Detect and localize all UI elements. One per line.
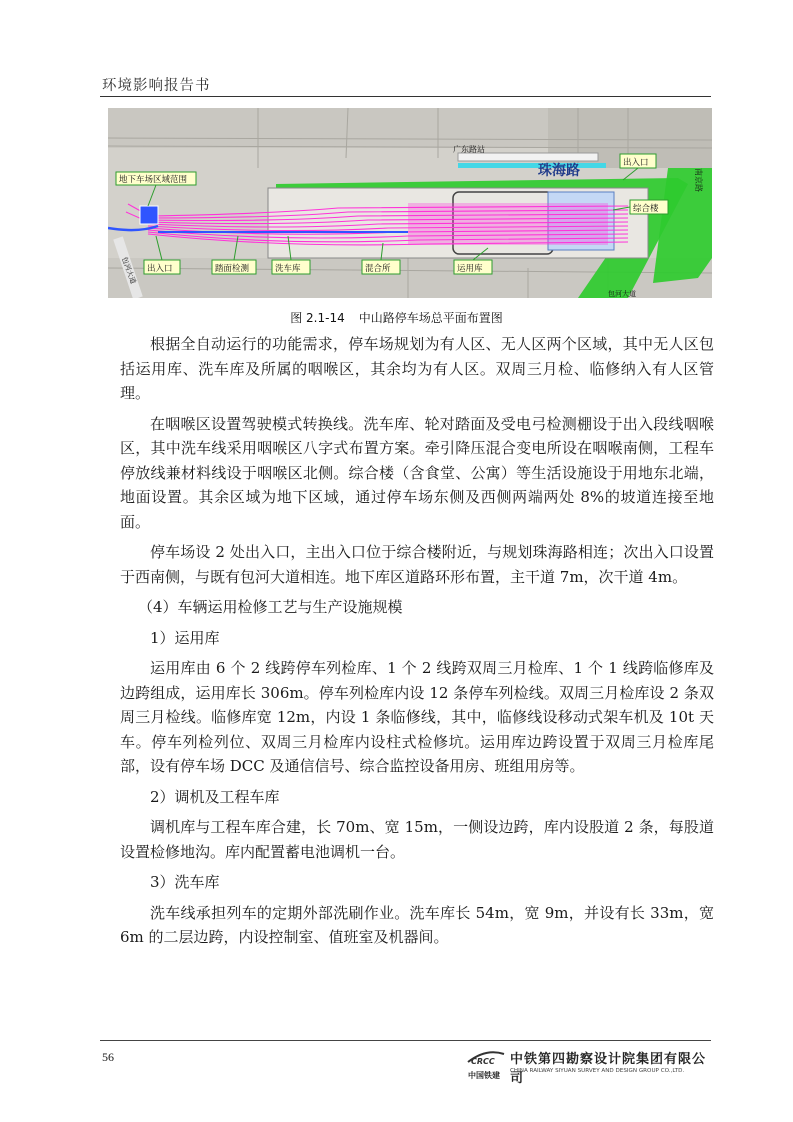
paragraph-entrances: 停车场设 2 处出入口，主出入口位于综合楼附近，与规划珠海路相连；次出入口设置于西南侧，与既有包河大道相连。地下库区道路环形布置，主干道 7m，次干道 4m。 xyxy=(120,543,714,586)
operation-depot-label: 运用库 xyxy=(457,264,483,274)
west-road-label: 包河大道 xyxy=(120,255,138,285)
station-platform xyxy=(458,153,598,161)
logo-caption: 中国铁建 xyxy=(468,1071,500,1080)
paragraph-wash: 洗车线承担列车的定期外部洗刷作业。洗车库长 54m，宽 9m，并设有长 33m，宽 6m 的二层边跨，内设控制室、值班室及机器间。 xyxy=(120,903,714,946)
company-footer xyxy=(466,1046,716,1086)
company-name-cn: 中铁第四勘察设计院集团有限公司 xyxy=(510,1052,707,1086)
subheading-shunting: 2）调机及工程车库 xyxy=(150,787,280,806)
wash-shed-label: 洗车库 xyxy=(275,264,301,274)
svg-text:CRCC: CRCC xyxy=(471,1057,495,1066)
zhuhai-road-label: 珠海路 xyxy=(538,163,580,179)
page-header-title: 环境影响报告书 xyxy=(102,78,211,94)
subheading-operation-depot: 1）运用库 xyxy=(150,628,220,647)
entrance-sw-label: 出入口 xyxy=(147,264,173,274)
figure-caption xyxy=(0,309,793,326)
paragraph-throat: 在咽喉区设置驾驶模式转换线。洗车库、轮对踏面及受电弓检测棚设于出入段线咽喉区，其中洗车线采用咽喉区八字式布置方案。牵引降压混合变电所设在咽喉南侧，工程车停放线兼材料线设于咽喉区北侧。综合楼（含食堂、公寓）等生活设施设于用地东北端，地面设置。其余区域为地下区域，通过停车场东侧及西侧两端两处 8%的坡道连接至地面。 xyxy=(120,414,714,531)
entrance-ne-label: 出入口 xyxy=(623,158,649,168)
paragraph-operation-depot: 运用库由 6 个 2 线跨停车列检库、1 个 2 线跨双周三月检库、1 个 1 线跨临修库及边跨组成，运用库长 306m。停车列检库内设 12 条停车列检线。双周三月检库设 2 条双周三月检线。临修库宽 12m，内设 1 条临修线，其中，临修线设移动式架车机及 10t 天车。停车列检列位、双周三月检库内设柱式检修坑。运用库边跨设置于双周三月检库尾部，设有停车场 DCC 及通信信号、综合监控设备用房、班组用房等。 xyxy=(120,659,714,775)
body-text xyxy=(120,332,714,950)
site-plan-figure xyxy=(108,108,712,298)
paragraph-shunting: 调机库与工程车库合建，长 70m、宽 15m，一侧设边跨，库内设股道 2 条，每股道设置检修地沟。库内配置蓄电池调机一台。 xyxy=(120,818,714,861)
substation-label: 混合所 xyxy=(365,264,391,274)
company-name-en: CHINA RAILWAY SIYUAN SURVEY AND DESIGN GROUP CO.,LTD. xyxy=(510,1068,685,1074)
wheel-check-label: 踏面检测 xyxy=(215,264,250,274)
complex-building-label: 综合楼 xyxy=(633,204,659,214)
header-divider xyxy=(100,96,711,97)
section-heading: （4）车辆运用检修工艺与生产设施规模 xyxy=(138,598,403,616)
underground-scope-label: 地下车场区域范围 xyxy=(119,175,188,185)
south-road-label: 包河大道 xyxy=(608,290,636,298)
site-plan-map xyxy=(108,108,712,298)
road-cyan-strip xyxy=(458,163,606,168)
paragraph-zones: 根据全自动运行的功能需求，停车场规划为有人区、无人区两个区域，其中无人区包括运用库、洗车库及所属的咽喉区，其余均为有人区。双周三月检、临修纳入有人区管理。 xyxy=(120,335,714,402)
figure-number: 图 2.1-14 xyxy=(290,311,345,325)
east-road-label: 南京路 xyxy=(694,168,703,192)
page-number: 56 xyxy=(102,1050,114,1064)
subheading-wash: 3）洗车库 xyxy=(150,873,220,891)
footer-divider xyxy=(100,1040,711,1041)
underground-scope-marker xyxy=(140,206,158,224)
figure-title: 中山路停车场总平面布置图 xyxy=(358,311,503,325)
track-area-fill xyxy=(408,203,608,245)
station-label: 广东路站 xyxy=(453,145,485,154)
crcc-logo-icon xyxy=(466,1046,506,1070)
